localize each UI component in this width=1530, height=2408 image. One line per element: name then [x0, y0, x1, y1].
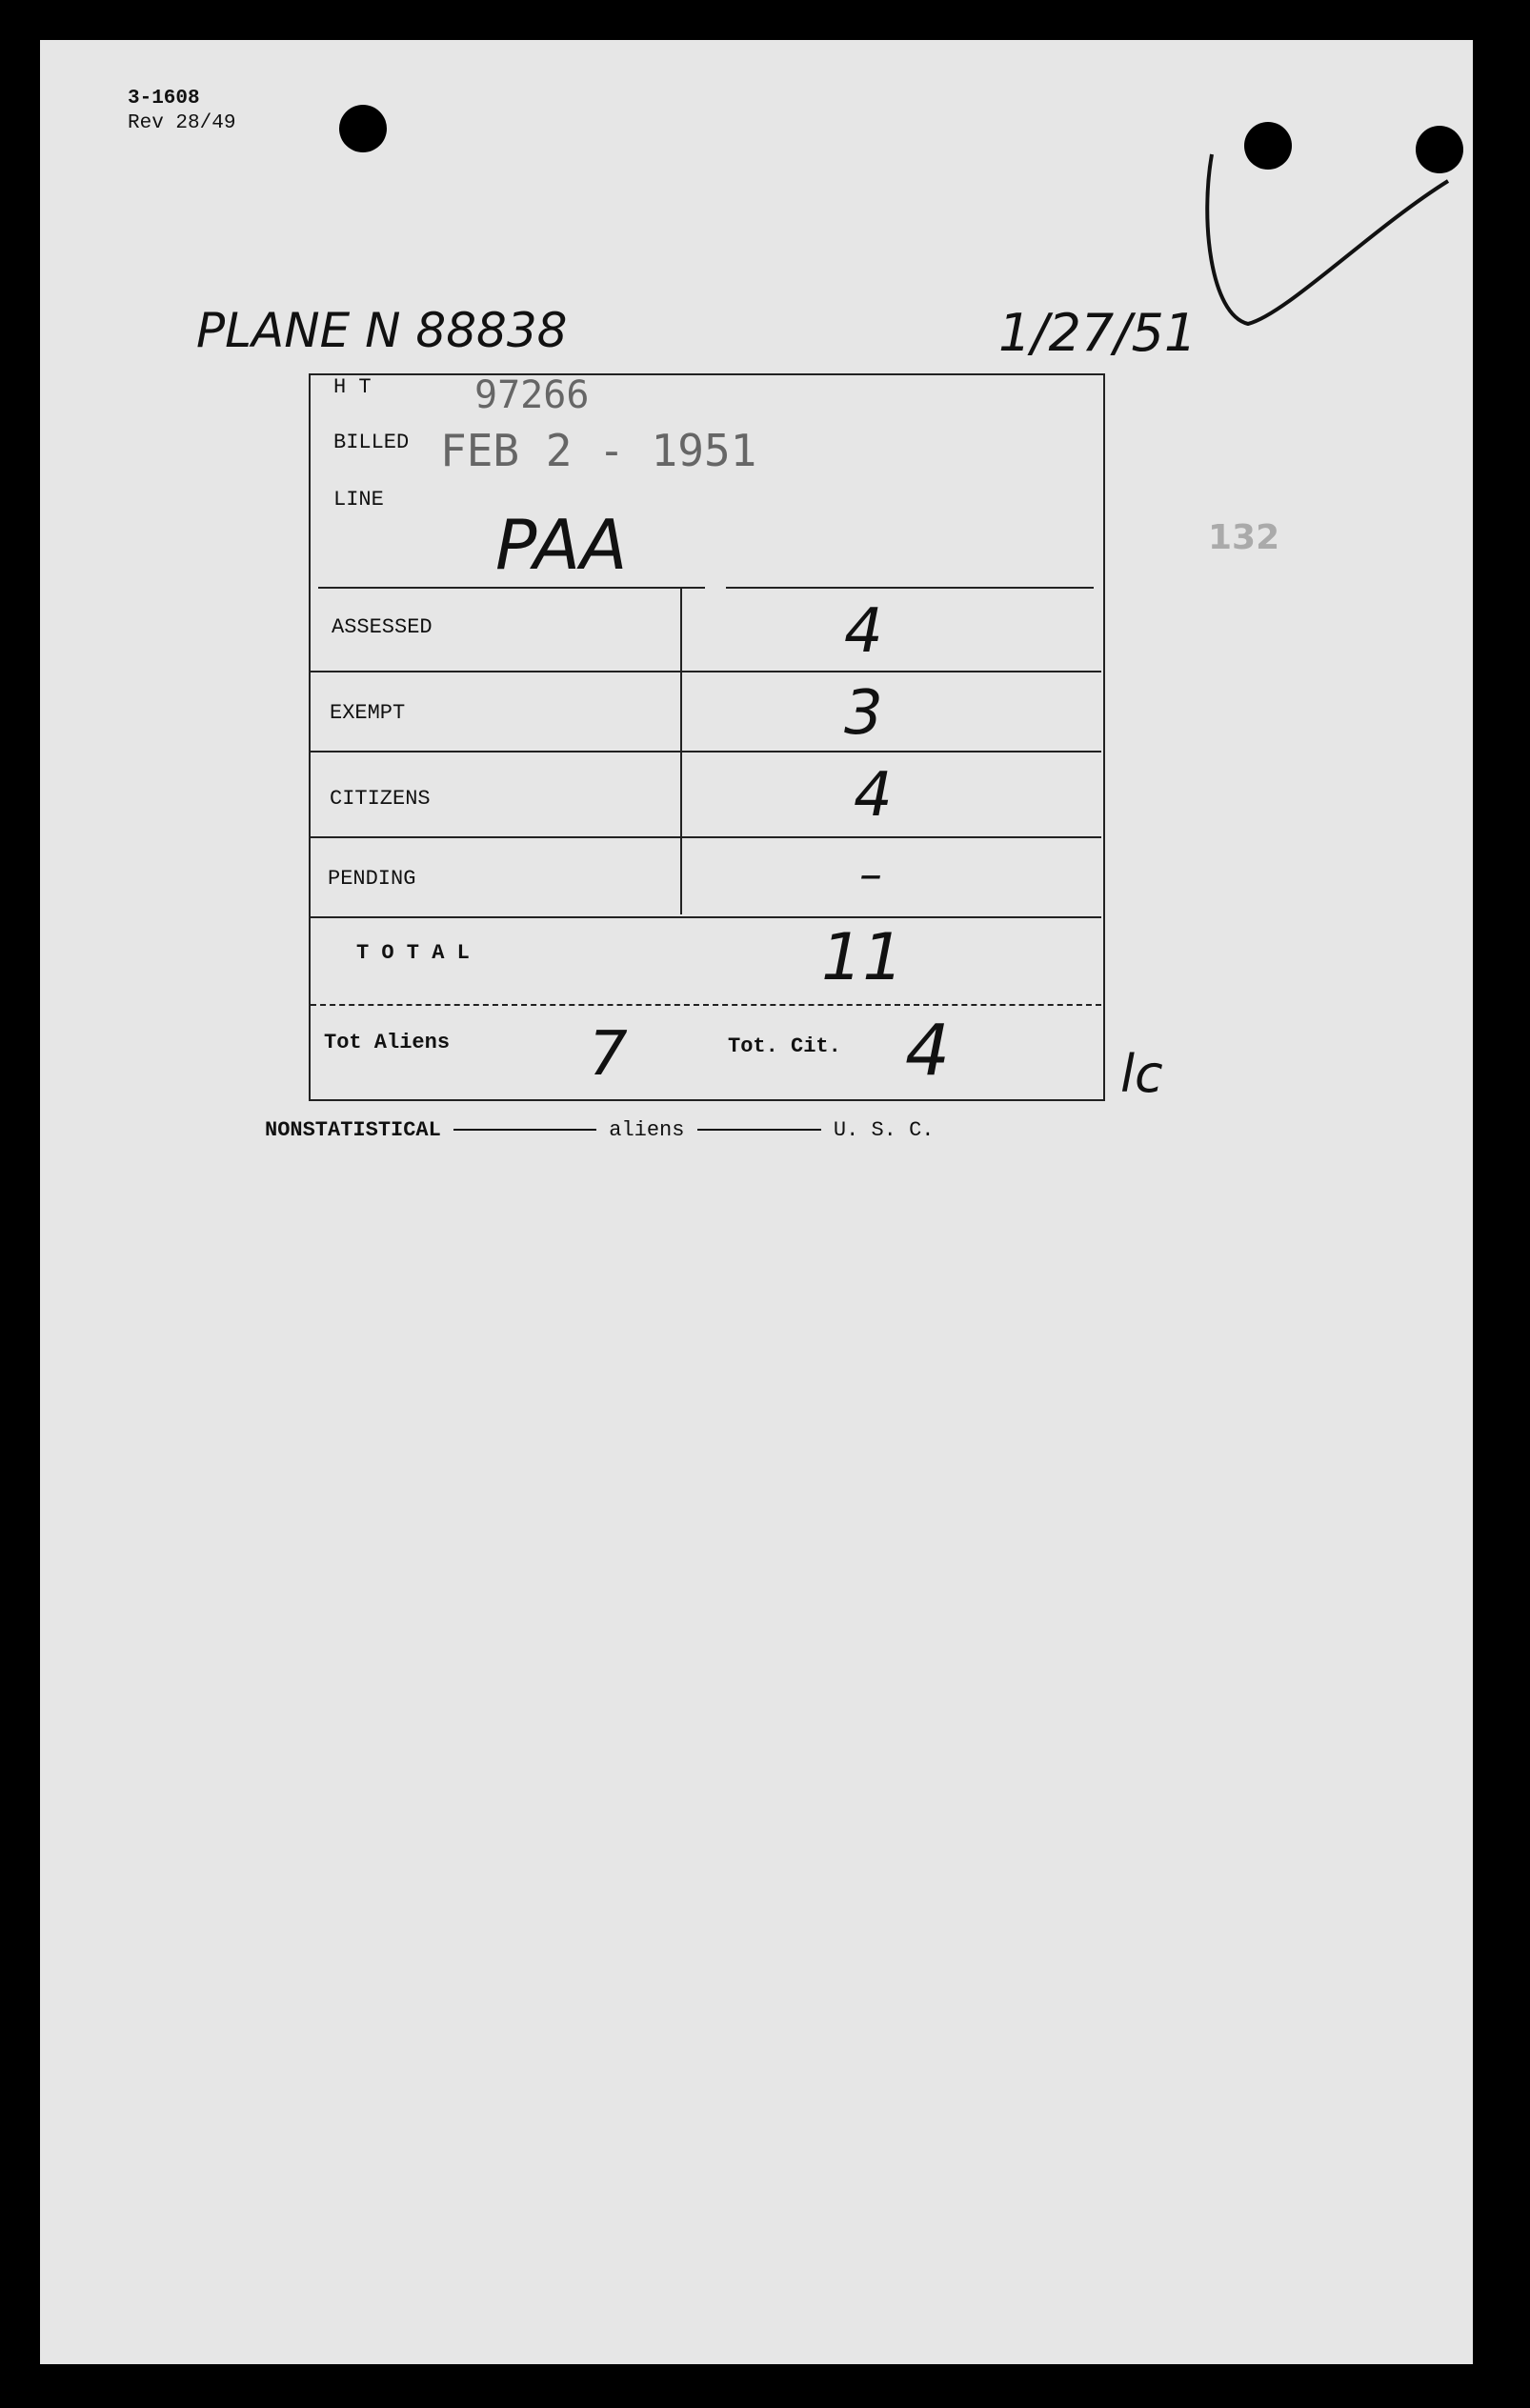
blank-line	[453, 1129, 596, 1131]
line-value: PAA	[495, 505, 628, 585]
billed-label: BILLED	[333, 431, 410, 454]
date-written: 1/27/51	[998, 303, 1198, 363]
plane-number: PLANE N 88838	[196, 303, 568, 358]
total-value: 11	[821, 920, 904, 995]
ht-value: 97266	[474, 373, 590, 417]
blank-line	[697, 1129, 821, 1131]
row-value-assessed: 4	[844, 596, 883, 667]
nonstatistical-line	[265, 1118, 935, 1142]
divider	[726, 587, 1094, 589]
side-number: 132	[1208, 518, 1280, 557]
row-value-exempt: 3	[844, 678, 883, 749]
nonstatistical-label: NONSTATISTICAL	[265, 1118, 441, 1142]
row-label-exempt: EXEMPT	[330, 701, 406, 725]
billed-stamp: FEB 2 - 1951	[440, 425, 757, 476]
aliens-label: aliens	[609, 1118, 685, 1142]
tot-aliens-label: Tot Aliens	[324, 1031, 451, 1054]
initials: lc	[1120, 1044, 1163, 1104]
form-number: 3-1608	[128, 88, 200, 110]
usc-label: U. S. C.	[833, 1118, 935, 1142]
row-value-pending: –	[859, 848, 882, 901]
form-revision: Rev 28/49	[128, 112, 236, 134]
divider	[311, 751, 1101, 752]
ht-label: H T	[333, 375, 372, 399]
tot-cit-value: 4	[905, 1010, 951, 1092]
tot-aliens-value: 7	[589, 1019, 628, 1090]
total-label: T O T A L	[356, 941, 470, 965]
divider	[311, 671, 1101, 672]
row-label-pending: PENDING	[328, 867, 416, 891]
row-value-citizens: 4	[854, 760, 893, 831]
line-label: LINE	[333, 488, 384, 512]
row-label-citizens: CITIZENS	[330, 787, 431, 811]
divider	[311, 916, 1101, 918]
divider	[311, 1004, 1101, 1008]
check-mark	[1200, 143, 1486, 343]
record-card	[309, 373, 1105, 1101]
divider	[318, 587, 705, 589]
row-label-assessed: ASSESSED	[332, 615, 433, 639]
punch-hole	[339, 105, 387, 152]
tot-cit-label: Tot. Cit.	[728, 1034, 841, 1058]
divider	[311, 836, 1101, 838]
